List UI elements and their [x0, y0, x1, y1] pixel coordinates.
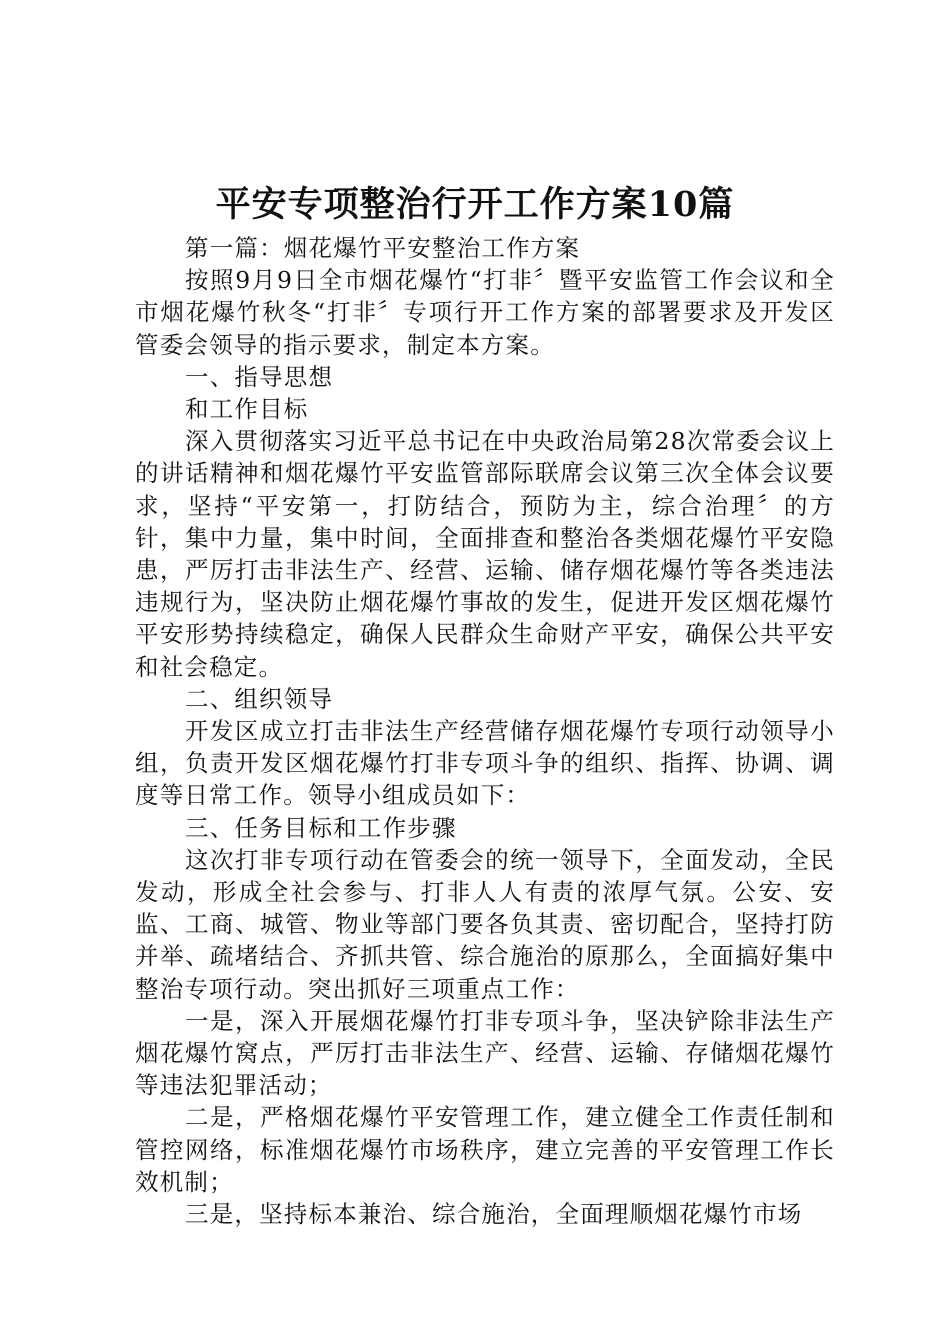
section-heading-organization: 二、组织领导	[185, 684, 334, 713]
section-heading-guiding-thought: 一、指导思想	[185, 362, 334, 391]
tasks-paragraph: 这次打非专项行动在管委会的统一领导下，全面发动，全民发动，形成全社会参与、打非人人有责的浓厚气氛。公安、安监、工商、城管、物业等部门要各负其责、密切配合，坚持打防并举、疏堵结合、齐抓共管、综合施治的原那么，全面搞好集中整治专项行动。突出抓好三项重点工作：	[135, 845, 835, 1003]
task-item-two: 二是，严格烟花爆竹平安管理工作，建立健全工作责任制和管控网络，标准烟花爆竹市场秩序，建立完善的平安管理工作长效机制；	[135, 1103, 835, 1196]
section-heading-tasks: 三、任务目标和工作步骤	[185, 813, 457, 842]
section-heading-work-goal: 和工作目标	[185, 395, 309, 424]
organization-paragraph: 开发区成立打击非法生产经营储存烟花爆竹专项行动领导小组，负责开发区烟花爆竹打非专项斗争的组织、指挥、协调、调度等日常工作。领导小组成员如下：	[135, 717, 835, 810]
section-heading-first-article: 第一篇：烟花爆竹平安整治工作方案	[185, 234, 581, 262]
task-item-three: 三是，坚持标本兼治、综合施治，全面理顺烟花爆竹市场	[185, 1200, 803, 1229]
document-title: 平安专项整治行开工作方案10篇	[215, 184, 735, 225]
guiding-thought-paragraph: 深入贯彻落实习近平总书记在中央政治局第28次常委会议上的讲话精神和烟花爆竹平安监管部际联席会议第三次全体会议要求，坚持“平安第一，打防结合，预防为主，综合治理〞的方针，集中力量，集中时间，全面排查和整治各类烟花爆竹平安隐患，严厉打击非法生产、经营、运输、储存烟花爆竹等各类违法违规行为，坚决防止烟花爆竹事故的发生，促进开发区烟花爆竹平安形势持续稳定，确保人民群众生命财产平安，确保公共平安和社会稳定。	[135, 427, 835, 681]
task-item-one: 一是，深入开展烟花爆竹打非专项斗争，坚决铲除非法生产烟花爆竹窝点，严厉打击非法生产、经营、运输、存储烟花爆竹等违法犯罪活动；	[135, 1006, 835, 1100]
document-body	[135, 232, 835, 1230]
intro-paragraph: 按照9月9日全市烟花爆竹“打非〞暨平安监管工作会议和全市烟花爆竹秋冬“打非〞专项行开工作方案的部署要求及开发区管委会领导的指示要求，制定本方案。	[135, 266, 835, 359]
